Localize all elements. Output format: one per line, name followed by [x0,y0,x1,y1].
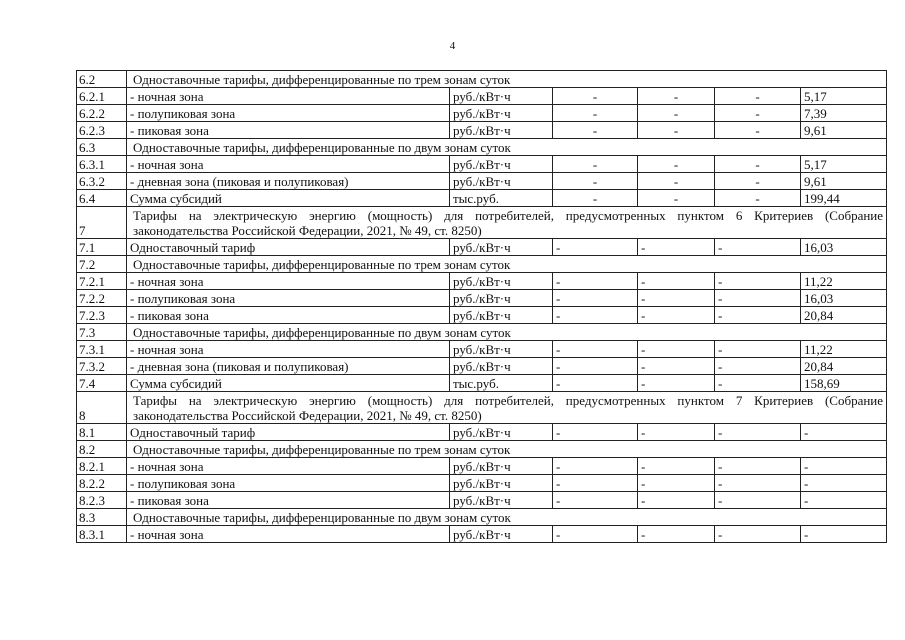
table-row [77,122,887,139]
row-value: 16,03 [801,290,887,307]
group-title: Одноставочные тарифы, дифференцированные по двум зонам суток [127,139,887,156]
table-row [77,341,887,358]
row-name: Одноставочный тариф [127,239,450,256]
row-number: 6.2 [77,71,127,88]
row-unit: тыс.руб. [450,375,553,392]
table-row [77,273,887,290]
row-cell-c1: - [553,173,638,190]
table-row [77,71,887,88]
row-cell-c2: - [638,526,715,543]
row-value: - [801,458,887,475]
row-cell-c1: - [553,375,638,392]
row-cell-c1: - [553,307,638,324]
row-name: - ночная зона [127,273,450,290]
row-value: 7,39 [801,105,887,122]
row-cell-c3: - [715,173,801,190]
row-value: 20,84 [801,358,887,375]
row-cell-c1: - [553,358,638,375]
row-number: 8.2.2 [77,475,127,492]
group-title: Одноставочные тарифы, дифференцированные по трем зонам суток [127,256,887,273]
row-cell-c2: - [638,458,715,475]
row-number: 6.3 [77,139,127,156]
row-value: - [801,475,887,492]
row-value: 9,61 [801,122,887,139]
page-number: 4 [449,40,456,52]
table-row [77,526,887,543]
row-name: - ночная зона [127,341,450,358]
row-cell-c3: - [715,358,801,375]
row-cell-c1: - [553,156,638,173]
row-number: 7.1 [77,239,127,256]
row-cell-c1: - [553,239,638,256]
row-cell-c2: - [638,375,715,392]
row-cell-c2: - [638,122,715,139]
row-number: 6.2.3 [77,122,127,139]
row-value: - [801,424,887,441]
row-name: - пиковая зона [127,307,450,324]
row-value: 9,61 [801,173,887,190]
row-cell-c2: - [638,307,715,324]
row-unit: руб./кВт·ч [450,273,553,290]
row-cell-c2: - [638,88,715,105]
row-number: 6.4 [77,190,127,207]
row-name: - ночная зона [127,458,450,475]
row-cell-c1: - [553,526,638,543]
row-number: 8.1 [77,424,127,441]
row-number: 8 [77,392,127,424]
row-number: 6.3.1 [77,156,127,173]
row-number: 8.2 [77,441,127,458]
row-name: Одноставочный тариф [127,424,450,441]
table-row [77,156,887,173]
row-name: - ночная зона [127,88,450,105]
row-value: - [801,492,887,509]
row-unit: тыс.руб. [450,190,553,207]
row-cell-c2: - [638,239,715,256]
row-name: - пиковая зона [127,122,450,139]
table-row [77,307,887,324]
table-row [77,190,887,207]
row-unit: руб./кВт·ч [450,492,553,509]
table-row [77,509,887,526]
row-cell-c3: - [715,239,801,256]
row-cell-c2: - [638,424,715,441]
row-cell-c2: - [638,156,715,173]
row-cell-c3: - [715,105,801,122]
table-row [77,358,887,375]
row-number: 7 [77,207,127,239]
row-cell-c2: - [638,173,715,190]
table-row [77,139,887,156]
row-name: - полупиковая зона [127,290,450,307]
row-cell-c3: - [715,458,801,475]
row-cell-c2: - [638,273,715,290]
row-number: 7.3 [77,324,127,341]
row-value: 11,22 [801,273,887,290]
row-value: - [801,526,887,543]
table-row [77,88,887,105]
row-cell-c3: - [715,273,801,290]
row-cell-c1: - [553,190,638,207]
row-name: - полупиковая зона [127,475,450,492]
row-cell-c3: - [715,88,801,105]
row-cell-c3: - [715,424,801,441]
row-unit: руб./кВт·ч [450,526,553,543]
row-value: 5,17 [801,156,887,173]
row-unit: руб./кВт·ч [450,239,553,256]
row-name: Сумма субсидий [127,375,450,392]
row-cell-c2: - [638,290,715,307]
row-number: 6.2.2 [77,105,127,122]
row-value: 20,84 [801,307,887,324]
row-unit: руб./кВт·ч [450,341,553,358]
row-cell-c1: - [553,122,638,139]
table-row [77,375,887,392]
row-unit: руб./кВт·ч [450,458,553,475]
row-cell-c2: - [638,358,715,375]
row-number: 8.3 [77,509,127,526]
table-row [77,492,887,509]
table-row [77,207,887,239]
row-cell-c1: - [553,492,638,509]
row-unit: руб./кВт·ч [450,475,553,492]
table-row [77,239,887,256]
row-cell-c1: - [553,88,638,105]
row-cell-c3: - [715,290,801,307]
table-row [77,458,887,475]
table-row [77,290,887,307]
row-cell-c1: - [553,273,638,290]
row-number: 7.2.2 [77,290,127,307]
row-cell-c3: - [715,375,801,392]
row-number: 7.2.3 [77,307,127,324]
row-unit: руб./кВт·ч [450,88,553,105]
row-cell-c3: - [715,475,801,492]
table-row [77,324,887,341]
row-value: 16,03 [801,239,887,256]
row-number: 6.3.2 [77,173,127,190]
row-cell-c3: - [715,307,801,324]
row-name: - дневная зона (пиковая и полупиковая) [127,173,450,190]
table-row [77,173,887,190]
table-row [77,475,887,492]
group-title: Одноставочные тарифы, дифференцированные по трем зонам суток [127,71,887,88]
section-title: Тарифы на электрическую энергию (мощность) для потребителей, предусмотренных пунктом 7 Критериев (Собрание законодательства Российской Федерации, 2021, № 49, ст. 8250) [127,392,887,424]
row-unit: руб./кВт·ч [450,290,553,307]
table-row [77,424,887,441]
row-number: 8.2.1 [77,458,127,475]
row-value: 11,22 [801,341,887,358]
row-name: - пиковая зона [127,492,450,509]
row-number: 8.2.3 [77,492,127,509]
row-unit: руб./кВт·ч [450,156,553,173]
row-cell-c1: - [553,475,638,492]
row-cell-c3: - [715,122,801,139]
row-number: 7.4 [77,375,127,392]
row-value: 158,69 [801,375,887,392]
row-cell-c2: - [638,341,715,358]
row-unit: руб./кВт·ч [450,122,553,139]
row-cell-c2: - [638,475,715,492]
row-cell-c3: - [715,341,801,358]
row-cell-c3: - [715,526,801,543]
row-unit: руб./кВт·ч [450,105,553,122]
row-name: - дневная зона (пиковая и полупиковая) [127,358,450,375]
group-title: Одноставочные тарифы, дифференцированные по трем зонам суток [127,441,887,458]
row-value: 5,17 [801,88,887,105]
row-cell-c1: - [553,458,638,475]
table-row [77,256,887,273]
row-cell-c3: - [715,156,801,173]
table-row [77,392,887,424]
row-unit: руб./кВт·ч [450,173,553,190]
row-value: 199,44 [801,190,887,207]
group-title: Одноставочные тарифы, дифференцированные по двум зонам суток [127,324,887,341]
row-number: 7.2.1 [77,273,127,290]
row-name: - полупиковая зона [127,105,450,122]
row-cell-c1: - [553,424,638,441]
tariff-table [76,70,887,543]
row-number: 7.3.2 [77,358,127,375]
row-cell-c2: - [638,190,715,207]
table-row [77,105,887,122]
row-name: - ночная зона [127,526,450,543]
row-cell-c1: - [553,105,638,122]
section-title: Тарифы на электрическую энергию (мощность) для потребителей, предусмотренных пунктом 6 Критериев (Собрание законодательства Российской Федерации, 2021, № 49, ст. 8250) [127,207,887,239]
row-cell-c3: - [715,492,801,509]
row-number: 8.3.1 [77,526,127,543]
row-cell-c2: - [638,492,715,509]
row-cell-c3: - [715,190,801,207]
row-cell-c2: - [638,105,715,122]
row-unit: руб./кВт·ч [450,307,553,324]
row-number: 7.3.1 [77,341,127,358]
row-cell-c1: - [553,290,638,307]
row-name: Сумма субсидий [127,190,450,207]
row-name: - ночная зона [127,156,450,173]
row-cell-c1: - [553,341,638,358]
row-number: 6.2.1 [77,88,127,105]
row-number: 7.2 [77,256,127,273]
row-unit: руб./кВт·ч [450,358,553,375]
row-unit: руб./кВт·ч [450,424,553,441]
group-title: Одноставочные тарифы, дифференцированные по двум зонам суток [127,509,887,526]
table-row [77,441,887,458]
